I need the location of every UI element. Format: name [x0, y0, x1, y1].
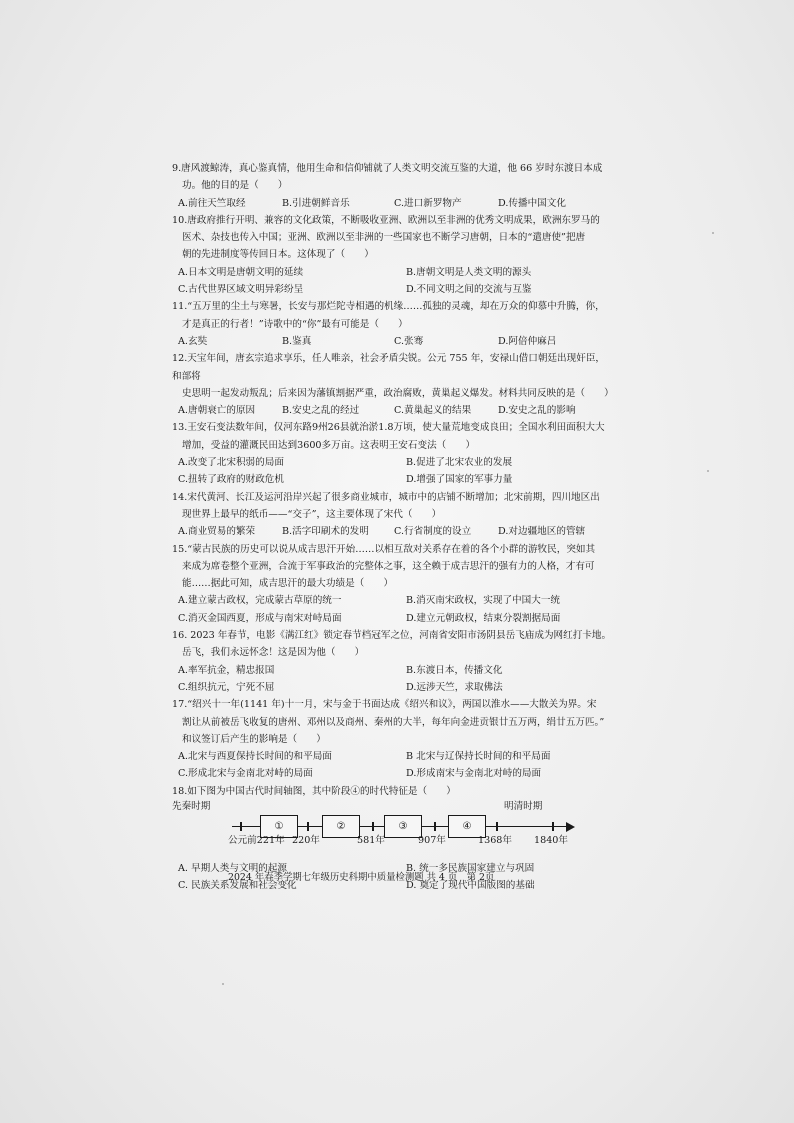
question-stem: [172, 696, 612, 748]
answer-option[interactable]: A.商业贸易的繁荣: [178, 526, 256, 538]
answer-options: [178, 402, 612, 419]
question-text-continued: 岳飞，我们永远怀念！这是因为他（ ）: [182, 647, 365, 659]
scan-speck: [707, 470, 709, 472]
answer-options: [178, 264, 612, 299]
question-text: 16. 2023 年春节，电影《满江红》锁定春节档冠军之位，河南省安阳市汤阴县岳飞庙成为网红打卡地。: [172, 630, 612, 642]
question-list: [172, 160, 612, 895]
answer-options: [178, 454, 612, 489]
question-text-continued: 功。他的目的是（ ）: [182, 180, 288, 192]
answer-option[interactable]: B 北宋与辽保持长时间的和平局面: [406, 751, 551, 763]
question-stem: [172, 212, 612, 264]
timeline-stage-box: ③: [384, 815, 422, 838]
answer-option[interactable]: A.前往天竺取经: [178, 197, 246, 209]
question-text: 15.“蒙古民族的历史可以说从成吉思汗开始……以相互敌对关系存在着的各个小群的游牧民，突如其: [172, 543, 596, 555]
question-block: [172, 489, 612, 541]
timeline-tick: [240, 822, 242, 831]
answer-option[interactable]: B.引进朝鲜音乐: [282, 197, 350, 209]
answer-option[interactable]: C.扭转了政府的财政危机: [178, 474, 284, 486]
answer-option[interactable]: C.消灭金国西夏，形成与南宋对峙局面: [178, 612, 342, 624]
answer-option[interactable]: B.唐朝文明是人类文明的源头: [406, 266, 532, 278]
answer-option[interactable]: C.进口新罗物产: [394, 197, 462, 209]
question-text: 13.王安石变法数年间，仅河东路9州26县就治淤1.8万顷，使大量荒地变成良田；全国水利田面积大大: [172, 422, 605, 434]
answer-option[interactable]: A. 早期人类与文明的起源: [178, 862, 287, 874]
page-footer: 2024 年春季学期七年级历史科期中质量检测题 共 4 页 第 2页: [228, 872, 495, 883]
question-text-continued: 增加，受益的灌溉民田达到3600多万亩。这表明王安石变法（ ）: [182, 439, 476, 451]
question-text-continued: 割让从前被岳飞收复的唐州、邓州以及商州、秦州的大半，每年向金进贡银廿五万两，绢廿五万匹。”: [182, 716, 605, 728]
question-block: [172, 696, 612, 782]
answer-option[interactable]: D.传播中国文化: [498, 197, 566, 209]
question-stem: [172, 419, 612, 454]
answer-option[interactable]: D.不同文明之间的交流与互鉴: [406, 284, 532, 296]
answer-options: [178, 195, 612, 212]
question-text: 11.“五万里的尘土与寒暑，长安与那烂陀寺相遇的机缘……孤独的灵魂，却在万众的仰慕中升腾，你，: [172, 301, 605, 313]
question-text-continued: 能……据此可知，成吉思汗的最大功绩是（ ）: [182, 578, 394, 590]
timeline-tick: [307, 822, 309, 831]
timeline-year-label: 1368年: [478, 834, 513, 846]
question-block: [172, 541, 612, 627]
answer-options: [178, 662, 612, 697]
question-block: [172, 212, 612, 298]
timeline-stage-box: ④: [448, 815, 486, 838]
question-text: 14.宋代黄河、长江及运河沿岸兴起了很多商业城市，城市中的店铺不断增加；北宋前期，四川地区出: [172, 491, 600, 503]
question-block: [172, 160, 612, 212]
question-block: [172, 627, 612, 696]
question-text: 10.唐政府推行开明、兼容的文化政策，不断吸收亚洲、欧洲以至非洲的优秀文明成果，欧洲东罗马的: [172, 214, 600, 226]
timeline-stage-box: ②: [322, 815, 360, 838]
question-text-continued: 现世界上最早的纸币——“交子”，这主要体现了宋代（ ）: [182, 508, 442, 520]
answer-option[interactable]: B.促进了北宋农业的发展: [406, 457, 513, 469]
question-text: 9.唐风渡鲸涛，真心鉴真情，他用生命和信仰铺就了人类文明交流互鉴的大道，他 66 岁时东渡日本成: [172, 163, 603, 174]
answer-option[interactable]: D.对边疆地区的管辖: [498, 526, 586, 538]
answer-option[interactable]: D.安史之乱的影响: [498, 405, 576, 417]
answer-option[interactable]: D.远涉天竺，求取佛法: [406, 681, 503, 693]
answer-option[interactable]: D. 奠定了现代中国版图的基础: [406, 880, 535, 892]
timeline-year-label: 581年: [357, 834, 385, 846]
question-text: 17.“绍兴十一年(1141 年)十一月，宋与金于书面达成《绍兴和议》，两国以淮水——大散关为界。宋: [172, 699, 597, 711]
answer-option[interactable]: B.消灭南宋政权，实现了中国大一统: [406, 595, 561, 607]
question-text: 12.天宝年间，唐玄宗追求享乐，任人唯亲，社会矛盾尖锐。公元 755 年，安禄山借口朝廷出现奸臣，和部将: [172, 353, 606, 382]
answer-option[interactable]: C.黄巢起义的结果: [394, 405, 472, 417]
timeline-year-label: 1840年: [534, 834, 569, 846]
answer-options: [178, 523, 612, 540]
timeline-right-label: 明清时期: [504, 800, 543, 812]
answer-option[interactable]: C.形成北宋与金南北对峙的局面: [178, 768, 313, 780]
answer-option[interactable]: A.唐朝衰亡的原因: [178, 405, 256, 417]
answer-option[interactable]: B.活字印刷术的发明: [282, 526, 369, 538]
answer-option[interactable]: B.东渡日本，传播文化: [406, 664, 503, 676]
answer-options: [178, 748, 612, 783]
question-text: 18.如下图为中国古代时间轴图，其中阶段④的时代特征是（ ）: [172, 785, 456, 797]
timeline-tick: [372, 822, 374, 831]
question-text-continued: 朝的先进制度等传回日本。这体现了（ ）: [182, 249, 374, 261]
answer-option[interactable]: A.改变了北宋积弱的局面: [178, 457, 284, 469]
question-stem: [172, 627, 612, 662]
question-stem: [172, 541, 612, 593]
answer-option[interactable]: A.玄奘: [178, 335, 208, 347]
answer-option[interactable]: C.组织抗元，宁死不屈: [178, 681, 275, 693]
timeline-year-label: 907年: [418, 834, 446, 846]
answer-option[interactable]: D.形成南宋与金南北对峙的局面: [406, 768, 542, 780]
question-text-continued: 史思明一起发动叛乱；后来因为藩镇割据严重，政治腐败，黄巢起义爆发。材料共同反映的是（ ）: [182, 387, 614, 399]
answer-option[interactable]: C.古代世界区域文明异彩纷呈: [178, 284, 304, 296]
answer-option[interactable]: D.阿倍仲麻吕: [498, 335, 557, 347]
question-text-continued: 才是真正的行者！”诗歌中的“你”最有可能是（ ）: [182, 318, 408, 330]
answer-option[interactable]: C. 民族关系发展和社会变化: [178, 880, 297, 892]
timeline-tick: [552, 822, 554, 831]
timeline-tick: [434, 822, 436, 831]
question-text-continued: 和议签订后产生的影响是（ ）: [182, 733, 326, 745]
answer-option[interactable]: B. 统一多民族国家建立与巩固: [406, 862, 535, 874]
answer-option[interactable]: B.鉴真: [282, 335, 312, 347]
answer-option[interactable]: A.建立蒙古政权，完成蒙古草原的统一: [178, 595, 342, 607]
answer-option[interactable]: B.安史之乱的经过: [282, 405, 360, 417]
timeline-tick: [496, 822, 498, 831]
timeline-year-label: 220年: [292, 834, 320, 846]
question-block: [172, 350, 612, 419]
question-text-continued: 医术、杂技也传入中国；亚洲、欧洲以至非洲的一些国家也不断学习唐朝，日本的“遣唐使”把唐: [182, 232, 586, 244]
answer-option[interactable]: C.张骞: [394, 335, 424, 347]
question-text-continued: 来成为席卷整个亚洲，合流于军事政治的完整体之事，这全赖于成吉思汗的强有力的人格，才有可: [182, 560, 595, 572]
answer-options: [178, 592, 612, 627]
question-block: [172, 298, 612, 350]
question-stem: [172, 350, 612, 402]
timeline-stage-box: ①: [260, 815, 298, 838]
answer-options: [178, 333, 612, 350]
answer-option[interactable]: C.行省制度的设立: [394, 526, 472, 538]
timeline-arrow: [566, 822, 575, 832]
question-stem: [172, 298, 612, 333]
scan-speck: [712, 232, 714, 234]
question-stem: [172, 489, 612, 524]
scan-speck: [222, 983, 224, 985]
answer-option[interactable]: A.日本文明是唐朝文明的延续: [178, 266, 304, 278]
timeline-year-label: 公元前221年: [228, 834, 285, 846]
answer-option[interactable]: A.率军抗金，精忠报国: [178, 664, 275, 676]
timeline-left-label: 先秦时期: [172, 800, 211, 812]
answer-option[interactable]: D.建立元朝政权，结束分裂割据局面: [406, 612, 561, 624]
answer-option[interactable]: D.增强了国家的军事力量: [406, 474, 513, 486]
question-block: [172, 419, 612, 488]
answer-option[interactable]: A.北宋与西夏保持长时间的和平局面: [178, 751, 332, 763]
question-stem: [172, 160, 612, 195]
timeline-diagram: [172, 802, 612, 860]
question-stem: [172, 783, 612, 800]
